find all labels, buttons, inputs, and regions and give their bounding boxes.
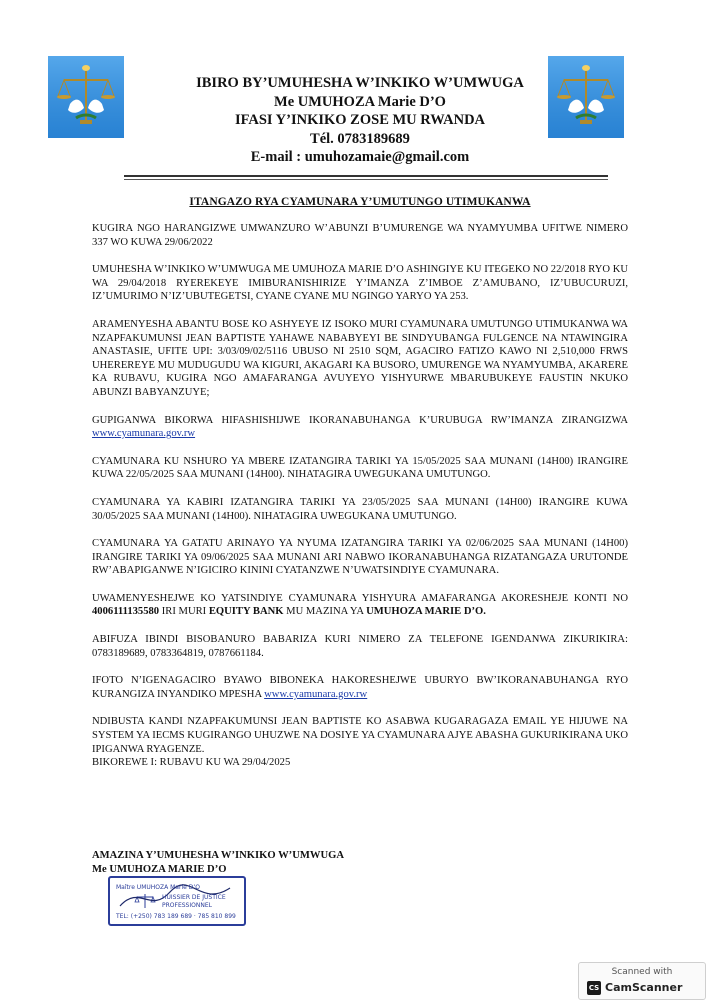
camscanner-logo-icon: CS [587, 981, 601, 995]
signature-title: AMAZINA Y’UMUHESHA W’INKIKO W’UMWUGA [92, 850, 344, 861]
signature-block [92, 849, 344, 876]
cyamunara-link[interactable]: www.cyamunara.gov.rw [92, 428, 196, 440]
letterhead-jurisdiction: IFASI Y’INKIKO ZOSE MU RWANDA [234, 112, 486, 128]
paragraph-9: ABIFUZA IBINDI BISOBANURO BABARIZA KURI NIMERO ZA TELEFONE IGENDANWA ZIKURIKIRA: 0783189689, 0783364819, 0787661184. [92, 634, 628, 659]
paragraph-10 [92, 674, 628, 701]
place-date: BIKOREWE I: RUBAVU KU WA 29/04/2025 [92, 757, 291, 769]
document-title: ITANGAZO RYA CYAMUNARA Y’UMUTUNGO UTIMUKANWA [189, 196, 531, 208]
paragraph-2: UMUHESHA W’INKIKO W’UMWUGA ME UMUHOZA MARIE D’O ASHINGIYE KU ITEGEKO NO 22/2018 RYO KU WA 29/04/2018 RYEREKEYE IMIBURANISHIRIZE Y’IMANZA Z’IMBOE Z’AMUBANO, IZ’UBUCURUZI, IZ’UMURIMO N’IZ’UBUTEGETSI, CYANE CYANE MU NGINGO YARYO YA 253. [92, 264, 628, 303]
camscanner-name: CamScanner [605, 981, 683, 994]
letterhead-name: Me UMUHOZA Marie D’O [274, 93, 446, 110]
paragraph-6: CYAMUNARA YA KABIRI IZATANGIRA TARIKI YA 23/05/2025 SAA MUNANI (14H00) IRANGIRE KUWA 30/05/2025 SAA MUNANI (14H00). NIHATAGIRA UWEGUKANA UMUTUNGO. [92, 496, 628, 522]
paragraph-1: KUGIRA NGO HARANGIZWE UMWANZURO W’ABUNZI B’UMURENGE WA NYAMYUMBA UFITWE NIMERO 337 WO KUWA 29/06/2022 [92, 223, 628, 248]
paragraph-11: NDIBUSTA KANDI NZAPFAKUMUNSI JEAN BAPTISTE KO ASABWA KUGARAGAZA EMAIL YE HIJUWE NA SYSTEM YA IECMS KUGIRANGO UHUZWE NA DOSIYE YA CYAMUNARA AJYE ABASHA GUKURIKIRANA UKO IPIGANWA RYAGENZE. [92, 716, 628, 755]
bank-name: EQUITY BANK [208, 606, 284, 618]
cyamunara-link-2[interactable]: www.cyamunara.gov.rw [264, 688, 368, 700]
stamp-line-2: HUISSIER DE JUSTICE [162, 894, 226, 901]
camscanner-watermark [578, 962, 706, 1000]
official-stamp [108, 876, 246, 926]
letterhead-email: E-mail : umuhozamaie@gmail.com [250, 149, 470, 165]
letterhead [140, 74, 580, 167]
signature-name: Me UMUHOZA MARIE D’O [92, 863, 227, 875]
justice-dove-logo-left-icon [48, 56, 124, 138]
paragraph-10-text: IFOTO N’IGENAGACIRO BYAWO BIBONEKA HAKORESHEJWE UBURYO BW’IKORANABUHANGA RYO KURANGIZA INYANDIKO MPESHA [92, 675, 628, 700]
account-number: 4006111135580 [92, 606, 160, 618]
paragraph-4-text: GUPIGANWA BIKORWA HIFASHISHIJWE IKORANABUHANGA K’URUBUGA RW’IMANZA ZIRANGIZWA [92, 414, 628, 426]
paragraph-8-text-c: MU MAZINA YA [283, 606, 367, 618]
paragraph-8 [92, 592, 628, 619]
paragraph-8-text-a: UWAMENYESHEJWE KO YATSINDIYE CYAMUNARA YISHYURA AMAFARANGA AKORESHEJE KONTI NO [92, 592, 628, 604]
paragraph-3: ARAMENYESHA ABANTU BOSE KO ASHYEYE IZ ISOKO MURI CYAMUNARA UMUTUNGO UTIMUKANWA WA NZAPFAKUMUNSI JEAN BAPTISTE YAHAWE NABABYEYI BE SINDYUBANGA FULGENCE NA NTAWINGIRA ANASTASIE, UFITE UPI: 3/03/09/02/5116 UBUSO NI 2510 SQM, AGACIRO FATIZO KAWO NI 2,510,000 FRWS UHEREREYE MU MUDUGUDU WA KIGURI, AKAGARI KA BUSORO, UMURENGE WA NYAMYUMBA, AKARERE KA RUBAVU, KUGIRA NGO AMAFARANGA AVUYEYO YISHYURWE MBARUBUKEYE FAUSTIN NKUKO ABUNZI BABYANZUYE; [92, 318, 628, 398]
document-body [92, 222, 628, 784]
paragraph-8-text-b: IRI MURI [159, 606, 209, 618]
letterhead-phone: Tél. 0783189689 [310, 130, 410, 147]
header-divider-thin [124, 179, 608, 180]
header-divider [124, 175, 608, 177]
camscanner-caption: Scanned with [611, 967, 673, 977]
account-holder: UMUHOZA MARIE D’O. [366, 606, 486, 618]
paragraph-7: CYAMUNARA YA GATATU ARINAYO YA NYUMA IZATANGIRA TARIKI YA 02/06/2025 SAA MUNANI (14H00) IRANGIRE TARIKI YA 09/06/2025 SAA MUNANI ARI NABWO IKORANABUHANGA RIZATANGAZA URUTONDE RW’ABAPIGANWE N’IGICIRO KININI CYATANZWE N’UWATSINDIYE CYAMUNARA. [92, 538, 628, 577]
paragraph-5: CYAMUNARA KU NSHURO YA MBERE IZATANGIRA TARIKI YA 15/05/2025 SAA MUNANI (14H00) IRANGIRE KUWA 22/05/2025 SAA MUNANI (14H00). NIHATAGIRA UWEGUKANA UMUTUNGO. [92, 455, 628, 481]
stamp-line-3: PROFESSIONNEL [162, 902, 212, 909]
stamp-line-1: Maître UMUHOZA Marie D’O [116, 884, 200, 891]
letterhead-office: IBIRO BY’UMUHESHA W’INKIKO W’UMWUGA [196, 75, 524, 91]
stamp-line-4: TEL: (+250) 783 189 689 · 785 810 899 [116, 913, 236, 920]
paragraph-4 [92, 414, 628, 441]
